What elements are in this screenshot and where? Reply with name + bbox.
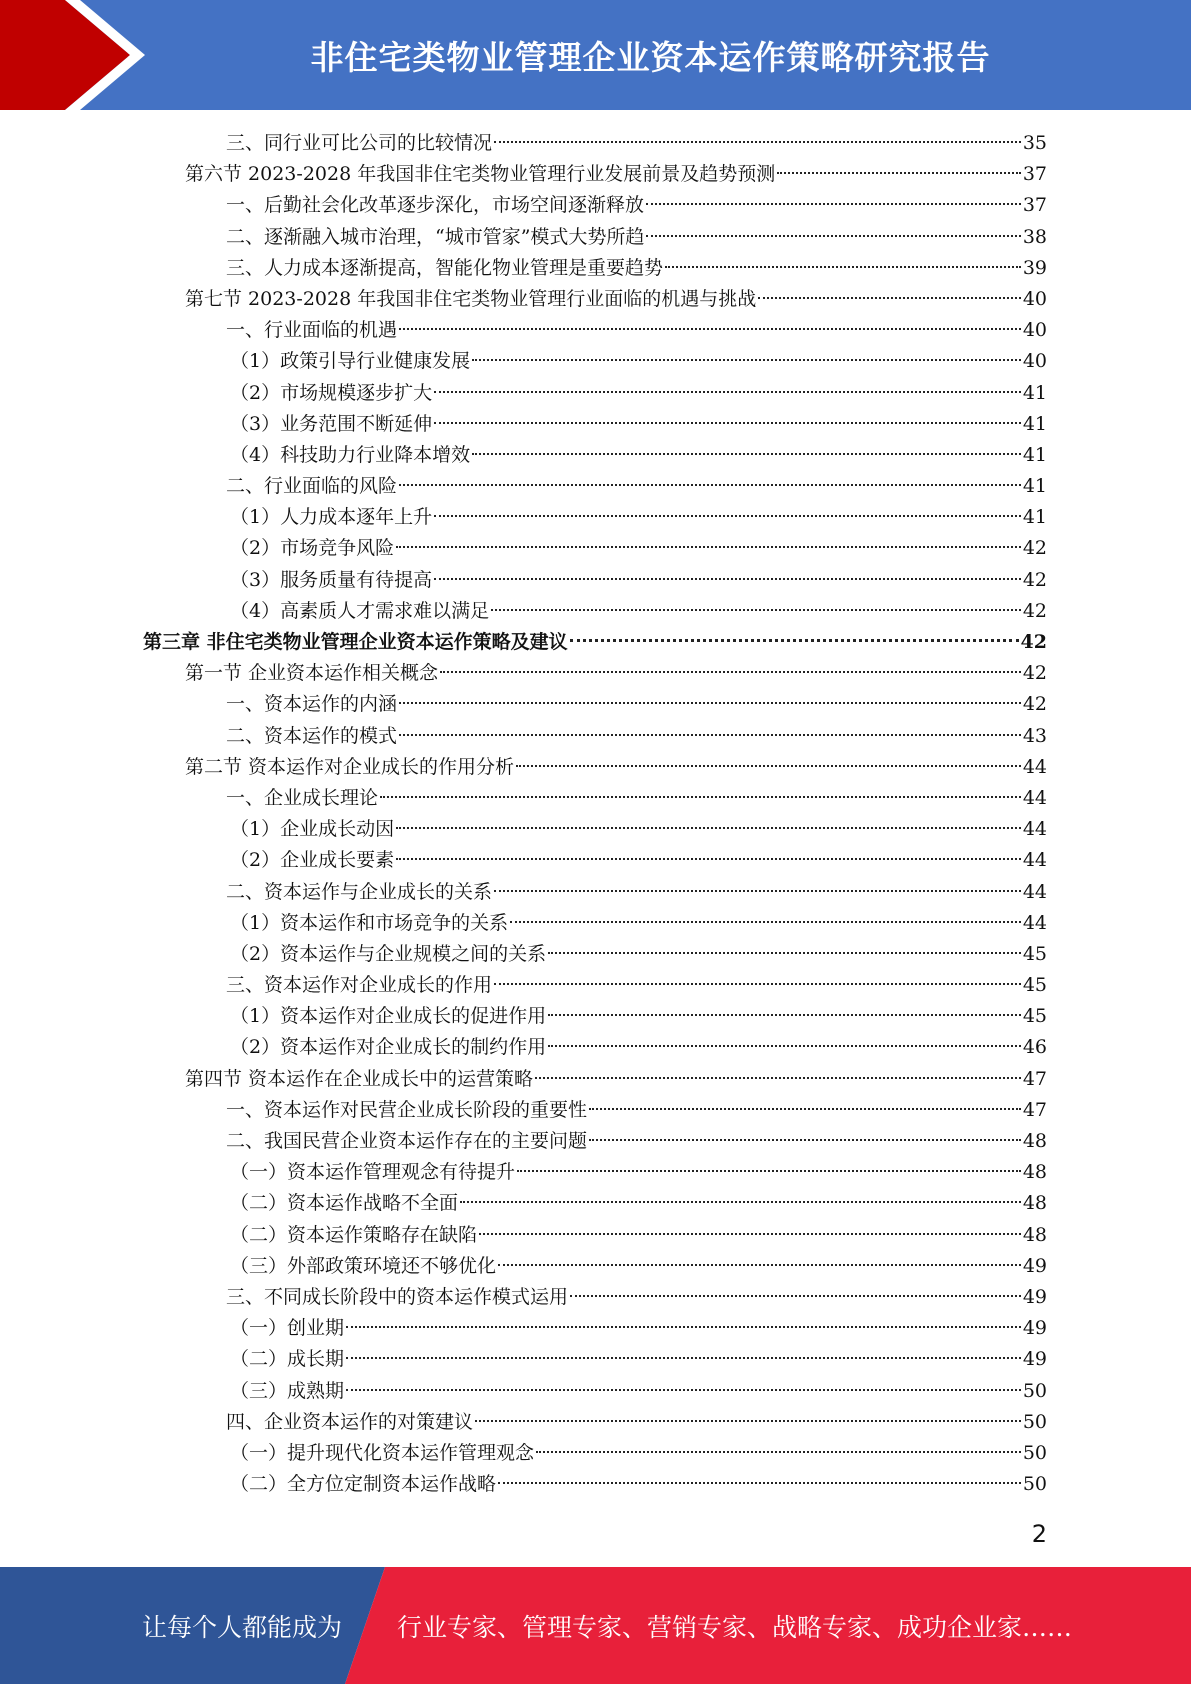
toc-entry-label: 一、资本运作的内涵 — [226, 693, 398, 716]
toc-entry-page: 45 — [1022, 942, 1047, 965]
toc-entry-page: 44 — [1022, 880, 1047, 903]
toc-entry-page: 35 — [1022, 132, 1047, 154]
toc-entry[interactable] — [0, 378, 1191, 409]
toc-entry[interactable] — [0, 1407, 1191, 1438]
toc-entry-label: （一）创业期 — [230, 1317, 345, 1340]
toc-entry[interactable] — [0, 1001, 1191, 1032]
toc-entry-page: 44 — [1022, 818, 1047, 841]
toc-entry[interactable] — [0, 190, 1191, 221]
toc-leader-dots — [548, 1045, 1021, 1047]
toc-entry[interactable] — [0, 689, 1191, 720]
toc-entry-label: 四、企业资本运作的对策建议 — [226, 1410, 474, 1433]
toc-leader-dots — [399, 734, 1021, 736]
toc-leader-dots — [498, 1482, 1021, 1484]
toc-entry-label: 三、同行业可比公司的比较情况 — [226, 132, 493, 154]
toc-entry[interactable] — [0, 1095, 1191, 1126]
toc-leader-dots — [472, 359, 1021, 361]
toc-leader-dots — [517, 1170, 1021, 1172]
toc-leader-dots — [589, 1139, 1021, 1141]
toc-leader-dots — [434, 515, 1021, 517]
toc-leader-dots — [516, 765, 1021, 767]
toc-entry-label: （二）资本运作策略存在缺陷 — [230, 1223, 478, 1246]
toc-entry-page: 39 — [1022, 256, 1047, 279]
toc-entry-label: 第一节 企业资本运作相关概念 — [185, 662, 439, 685]
toc-entry-page: 48 — [1022, 1161, 1047, 1184]
toc-entry-label: 二、行业面临的风险 — [226, 475, 398, 498]
toc-entry[interactable] — [0, 627, 1191, 658]
toc-entry-label: 第二节 资本运作对企业成长的作用分析 — [185, 755, 515, 778]
toc-entry-page: 50 — [1022, 1410, 1047, 1433]
toc-entry-page: 48 — [1022, 1223, 1047, 1246]
toc-entry-label: （1）政策引导行业健康发展 — [230, 350, 471, 373]
toc-leader-dots — [346, 1389, 1021, 1391]
toc-leader-dots — [570, 639, 1019, 642]
toc-entry-label: （2）市场规模逐步扩大 — [230, 381, 433, 404]
toc-entry-label: 二、资本运作与企业成长的关系 — [226, 880, 493, 903]
toc-entry-page: 40 — [1022, 319, 1047, 342]
toc-leader-dots — [396, 858, 1021, 860]
toc-leader-dots — [346, 1357, 1021, 1359]
toc-entry[interactable] — [0, 253, 1191, 284]
toc-entry[interactable] — [0, 471, 1191, 502]
toc-entry-label: （一）提升现代化资本运作管理观念 — [230, 1441, 535, 1464]
toc-leader-dots — [646, 235, 1020, 237]
toc-entry[interactable] — [0, 1313, 1191, 1344]
toc-entry-label: 一、资本运作对民营企业成长阶段的重要性 — [226, 1098, 588, 1121]
toc-entry-page: 41 — [1022, 381, 1047, 404]
toc-entry-page: 42 — [1022, 568, 1047, 591]
toc-entry-page: 41 — [1022, 475, 1047, 498]
toc-entry-page: 44 — [1022, 786, 1047, 809]
toc-entry-page: 49 — [1022, 1254, 1047, 1277]
toc-entry[interactable] — [0, 877, 1191, 908]
toc-entry-label: 第四节 资本运作在企业成长中的运营策略 — [185, 1067, 534, 1090]
toc-entry[interactable] — [0, 159, 1191, 190]
toc-entry-page: 48 — [1022, 1130, 1047, 1152]
footer-slogan-left: 让每个人都能成为 — [142, 1612, 343, 1642]
toc-entry[interactable] — [0, 1282, 1191, 1313]
toc-entry-label: 一、企业成长理论 — [226, 786, 379, 809]
toc-entry[interactable] — [0, 440, 1191, 471]
toc-entry-page: 44 — [1022, 849, 1047, 872]
page-number: 2 — [1031, 1520, 1047, 1548]
toc-entry-page: 37 — [1022, 163, 1047, 186]
toc-entry[interactable] — [0, 1032, 1191, 1063]
toc-leader-dots — [494, 983, 1021, 985]
toc-entry-label: （4）高素质人才需求难以满足 — [230, 599, 490, 622]
toc-entry-label: （一）资本运作管理观念有待提升 — [230, 1161, 516, 1184]
toc-entry[interactable] — [0, 814, 1191, 845]
toc-entry-page: 50 — [1022, 1441, 1047, 1464]
toc-leader-dots — [758, 297, 1021, 299]
toc-entry[interactable] — [0, 1438, 1191, 1469]
toc-leader-dots — [494, 141, 1021, 143]
toc-entry[interactable] — [0, 1126, 1191, 1157]
toc-entry-label: 一、后勤社会化改革逐步深化，市场空间逐渐释放 — [226, 194, 645, 217]
toc-entry-page: 49 — [1022, 1285, 1047, 1308]
toc-leader-dots — [510, 921, 1021, 923]
toc-entry-page: 48 — [1022, 1192, 1047, 1215]
toc-entry-page: 44 — [1022, 755, 1047, 778]
toc-entry[interactable] — [0, 752, 1191, 783]
toc-entry-page: 41 — [1022, 412, 1047, 435]
toc-leader-dots — [498, 1264, 1021, 1266]
toc-entry-page: 49 — [1022, 1317, 1047, 1340]
toc-entry[interactable] — [0, 1188, 1191, 1219]
report-title: 非住宅类物业管理企业资本运作策略研究报告 — [310, 37, 991, 77]
toc-leader-dots — [548, 1014, 1021, 1016]
toc-entry[interactable] — [0, 845, 1191, 876]
toc-entry-page: 42 — [1022, 662, 1047, 685]
toc-entry-label: 第六节 2023-2028 年我国非住宅类物业管理行业发展前景及趋势预测 — [185, 163, 776, 186]
toc-entry-label: （1）资本运作对企业成长的促进作用 — [230, 1005, 547, 1028]
toc-leader-dots — [346, 1326, 1021, 1328]
toc-entry-label: 二、资本运作的模式 — [226, 724, 398, 747]
toc-leader-dots — [665, 266, 1021, 268]
toc-entry-page: 42 — [1022, 599, 1047, 622]
toc-leader-dots — [494, 890, 1021, 892]
toc-entry[interactable] — [0, 596, 1191, 627]
toc-entry-label: （2）市场竞争风险 — [230, 537, 395, 560]
toc-entry-label: （二）成长期 — [230, 1348, 345, 1371]
toc-entry-label: （3）业务范围不断延伸 — [230, 412, 433, 435]
toc-entry-page: 47 — [1022, 1067, 1047, 1090]
toc-leader-dots — [777, 172, 1021, 174]
toc-entry[interactable] — [0, 1344, 1191, 1375]
toc-entry[interactable] — [0, 1376, 1191, 1407]
toc-entry-page: 41 — [1022, 506, 1047, 529]
toc-leader-dots — [396, 827, 1021, 829]
toc-entry-page: 44 — [1022, 911, 1047, 934]
toc-entry-page: 50 — [1022, 1379, 1047, 1402]
toc-leader-dots — [589, 1108, 1021, 1110]
toc-entry[interactable] — [0, 908, 1191, 939]
toc-entry-label: 三、资本运作对企业成长的作用 — [226, 974, 493, 997]
toc-leader-dots — [434, 422, 1021, 424]
footer-slogan-right: 行业专家、管理专家、营销专家、战略专家、成功企业家…… — [397, 1612, 1073, 1642]
toc-entry-label: （三）外部政策环境还不够优化 — [230, 1254, 497, 1277]
toc-leader-dots — [434, 578, 1021, 580]
toc-entry-page: 45 — [1022, 974, 1047, 997]
toc-entry-label: （3）服务质量有待提高 — [230, 568, 433, 591]
page-footer — [0, 1567, 1191, 1684]
toc-entry-label: （1）企业成长动因 — [230, 818, 395, 841]
toc-entry-label: 一、行业面临的机遇 — [226, 319, 398, 342]
toc-entry-label: 第三章 非住宅类物业管理企业资本运作策略及建议 — [143, 631, 568, 653]
toc-leader-dots — [396, 546, 1021, 548]
toc-entry-page: 47 — [1022, 1098, 1047, 1121]
toc-leader-dots — [475, 1420, 1021, 1422]
toc-leader-dots — [536, 1451, 1021, 1453]
toc-entry-page: 50 — [1022, 1473, 1047, 1496]
toc-entry[interactable] — [0, 284, 1191, 315]
toc-entry-page: 43 — [1022, 724, 1047, 747]
toc-entry[interactable] — [0, 533, 1191, 564]
toc-entry-page: 49 — [1022, 1348, 1047, 1371]
toc-leader-dots — [434, 391, 1021, 393]
toc-entry-label: （2）企业成长要素 — [230, 849, 395, 872]
toc-leader-dots — [399, 702, 1021, 704]
toc-leader-dots — [479, 1233, 1021, 1235]
toc-leader-dots — [491, 609, 1021, 611]
toc-entry[interactable] — [0, 1220, 1191, 1251]
toc-entry[interactable] — [0, 315, 1191, 346]
toc-entry-page: 46 — [1022, 1036, 1047, 1059]
toc-entry-label: 三、人力成本逐渐提高，智能化物业管理是重要趋势 — [226, 256, 664, 279]
toc-entry-label: 三、不同成长阶段中的资本运作模式运用 — [226, 1285, 569, 1308]
page-header — [0, 0, 1191, 110]
toc-entry[interactable] — [0, 565, 1191, 596]
toc-entry[interactable] — [0, 658, 1191, 689]
header-arrow-icon — [0, 0, 160, 110]
toc-entry-page: 37 — [1022, 194, 1047, 217]
toc-entry-label: （三）成熟期 — [230, 1379, 345, 1402]
toc-entry[interactable] — [0, 409, 1191, 440]
toc-entry-label: （2）资本运作与企业规模之间的关系 — [230, 942, 547, 965]
toc-entry[interactable] — [0, 128, 1191, 159]
toc-entry[interactable] — [0, 783, 1191, 814]
toc-entry-label: 第七节 2023-2028 年我国非住宅类物业管理行业面临的机遇与挑战 — [185, 287, 757, 310]
toc-leader-dots — [380, 796, 1021, 798]
toc-entry-page: 38 — [1022, 225, 1047, 248]
toc-entry-label: （2）资本运作对企业成长的制约作用 — [230, 1036, 547, 1059]
toc-entry-page: 42 — [1022, 693, 1047, 716]
toc-entry-page: 45 — [1022, 1005, 1047, 1028]
toc-entry-label: 二、我国民营企业资本运作存在的主要问题 — [226, 1130, 588, 1152]
toc-entry-page: 41 — [1022, 443, 1047, 466]
toc-leader-dots — [646, 203, 1021, 205]
table-of-contents — [0, 128, 1191, 1500]
toc-leader-dots — [548, 952, 1021, 954]
toc-entry-label: 二、逐渐融入城市治理，“城市管家”模式大势所趋 — [226, 225, 645, 248]
toc-leader-dots — [440, 671, 1021, 673]
toc-entry-page: 40 — [1022, 350, 1047, 373]
toc-entry-page: 40 — [1022, 287, 1047, 310]
toc-entry[interactable] — [0, 939, 1191, 970]
toc-entry[interactable] — [0, 721, 1191, 752]
toc-entry-label: （4）科技助力行业降本增效 — [230, 443, 471, 466]
toc-entry[interactable] — [0, 222, 1191, 253]
toc-leader-dots — [472, 453, 1021, 455]
toc-entry[interactable] — [0, 970, 1191, 1001]
toc-entry[interactable] — [0, 502, 1191, 533]
toc-leader-dots — [460, 1201, 1021, 1203]
toc-entry[interactable] — [0, 1469, 1191, 1500]
toc-leader-dots — [570, 1295, 1021, 1297]
toc-entry-page: 42 — [1020, 631, 1047, 653]
toc-entry-label: （1）资本运作和市场竞争的关系 — [230, 911, 509, 934]
toc-entry-label: （二）全方位定制资本运作战略 — [230, 1473, 497, 1496]
toc-entry[interactable] — [0, 1251, 1191, 1282]
toc-entry[interactable] — [0, 1157, 1191, 1188]
toc-entry[interactable] — [0, 1064, 1191, 1095]
toc-leader-dots — [535, 1077, 1021, 1079]
toc-leader-dots — [399, 328, 1021, 330]
toc-entry-label: （1）人力成本逐年上升 — [230, 506, 433, 529]
toc-entry-page: 42 — [1022, 537, 1047, 560]
toc-leader-dots — [399, 484, 1021, 486]
toc-entry-label: （二）资本运作战略不全面 — [230, 1192, 459, 1215]
toc-entry[interactable] — [0, 346, 1191, 377]
